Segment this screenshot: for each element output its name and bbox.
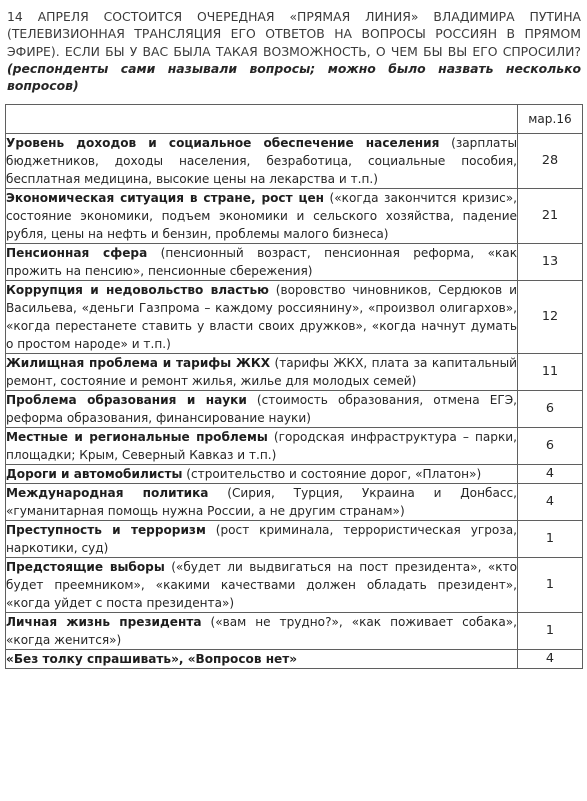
table-row [6,484,583,521]
row-topic-detail: («когда закончится кризис», состояние экономики, подъем экономики и сельского хозяйства, падение рубля, цены на нефть и бензин, проблемы малого бизнеса) [6,191,517,241]
row-percent-value: 6 [518,391,583,428]
row-topic-title: Уровень доходов и социальное обеспечение населения [6,136,440,150]
row-percent-value: 4 [518,465,583,484]
row-topic-cell [6,134,518,189]
row-percent-value: 28 [518,134,583,189]
row-topic-cell [6,189,518,244]
table-body [6,134,583,669]
row-percent-value: 11 [518,354,583,391]
column-header-date: мар.16 [518,105,583,134]
row-topic-detail: («будет ли выдвигаться на пост президента», «кто будет преемником», «какими качествами должен обладать президент», «когда уйдет с поста президента») [6,560,517,610]
row-topic-detail: (строительство и состояние дорог, «Платон») [182,467,482,481]
row-topic-detail: (пенсионный возраст, пенсионная реформа, «как прожить на пенсию», пенсионные сбережения) [6,246,518,278]
row-percent-value: 13 [518,244,583,281]
row-topic-cell [6,521,518,558]
row-topic-title: Дороги и автомобилисты [6,467,183,481]
table-row [6,613,583,650]
table-row [6,244,583,281]
row-topic-title: Коррупция и недовольство властью [6,283,269,297]
row-topic-detail: (городская инфраструктура – парки, площадки; Крым, Северный Кавказ и т.п.) [6,430,517,462]
row-topic-title: Проблема образования и науки [6,393,247,407]
row-topic-cell [6,281,518,354]
row-topic-title: Преступность и терроризм [6,523,206,537]
row-topic-cell [6,613,518,650]
row-topic-title: Жилищная проблема и тарифы ЖКХ [6,356,271,370]
row-topic-cell [6,465,518,484]
table-row [6,521,583,558]
row-topic-detail: (зарплаты бюджетников, доходы населения, безработица, социальные пособия, бесплатная медицина, высокие цены на лекарства и т.п.) [6,136,517,186]
row-topic-detail: («вам не трудно?», «как поживает собака», «когда женится») [6,615,517,647]
table-row [6,558,583,613]
row-percent-value: 1 [518,521,583,558]
row-topic-title: Местные и региональные проблемы [6,430,268,444]
row-topic-detail: (воровство чиновников, Сердюков и Васильева, «деньги Газпрома – каждому россиянину», «произвол олигархов», «когда перестанете ставить у власти своих дружков», «когда начнут думать о простом народе» и т.п.) [6,283,517,351]
row-percent-value: 1 [518,558,583,613]
table-row [6,354,583,391]
question-note: (респонденты сами называли вопросы; можно было назвать несколько вопросов) [7,60,581,94]
table-row [6,650,583,669]
row-topic-cell [6,650,518,669]
table-row [6,134,583,189]
table-row [6,281,583,354]
row-topic-cell [6,558,518,613]
row-topic-cell [6,244,518,281]
table-row [6,428,583,465]
table-row [6,465,583,484]
survey-question-heading [7,8,581,94]
row-percent-value: 12 [518,281,583,354]
header-empty-cell [6,105,518,134]
row-topic-title: Международная политика [6,486,209,500]
row-percent-value: 4 [518,484,583,521]
row-percent-value: 4 [518,650,583,669]
row-topic-detail: (рост криминала, террористическая угроза, наркотики, суд) [6,523,517,555]
row-topic-cell [6,428,518,465]
row-topic-title: Пенсионная сфера [6,246,148,260]
table-row [6,391,583,428]
row-topic-cell [6,391,518,428]
row-topic-title: Предстоящие выборы [6,560,165,574]
row-topic-title: «Без толку спрашивать», «Вопросов нет» [6,652,298,666]
row-percent-value: 1 [518,613,583,650]
row-topic-detail: (тарифы ЖКХ, плата за капитальный ремонт, состояние и ремонт жилья, жилье для молодых семей) [6,356,517,388]
row-percent-value: 21 [518,189,583,244]
row-percent-value: 6 [518,428,583,465]
row-topic-detail: (стоимость образования, отмена ЕГЭ, реформа образования, финансирование науки) [6,393,517,425]
row-topic-title: Личная жизнь президента [6,615,202,629]
row-topic-cell [6,354,518,391]
row-topic-title: Экономическая ситуация в стране, рост цен [6,191,325,205]
question-text: 14 АПРЕЛЯ СОСТОИТСЯ ОЧЕРЕДНАЯ «ПРЯМАЯ ЛИНИЯ» ВЛАДИМИРА ПУТИНА (ТЕЛЕВИЗИОННАЯ ТРАНСЛЯЦИЯ ЕГО ОТВЕТОВ НА ВОПРОСЫ РОССИЯН В ПРЯМОМ ЭФИРЕ). ЕСЛИ БЫ У ВАС БЫЛА ТАКАЯ ВОЗМОЖНОСТЬ, О ЧЕМ БЫ ВЫ ЕГО СПРОСИЛИ? [7,9,581,59]
row-topic-detail: (Сирия, Турция, Украина и Донбасс, «гуманитарная помощь нужна России, а не другим странам») [6,486,517,518]
table-header-row [6,105,583,134]
survey-results-table [5,104,583,669]
row-topic-cell [6,484,518,521]
table-row [6,189,583,244]
